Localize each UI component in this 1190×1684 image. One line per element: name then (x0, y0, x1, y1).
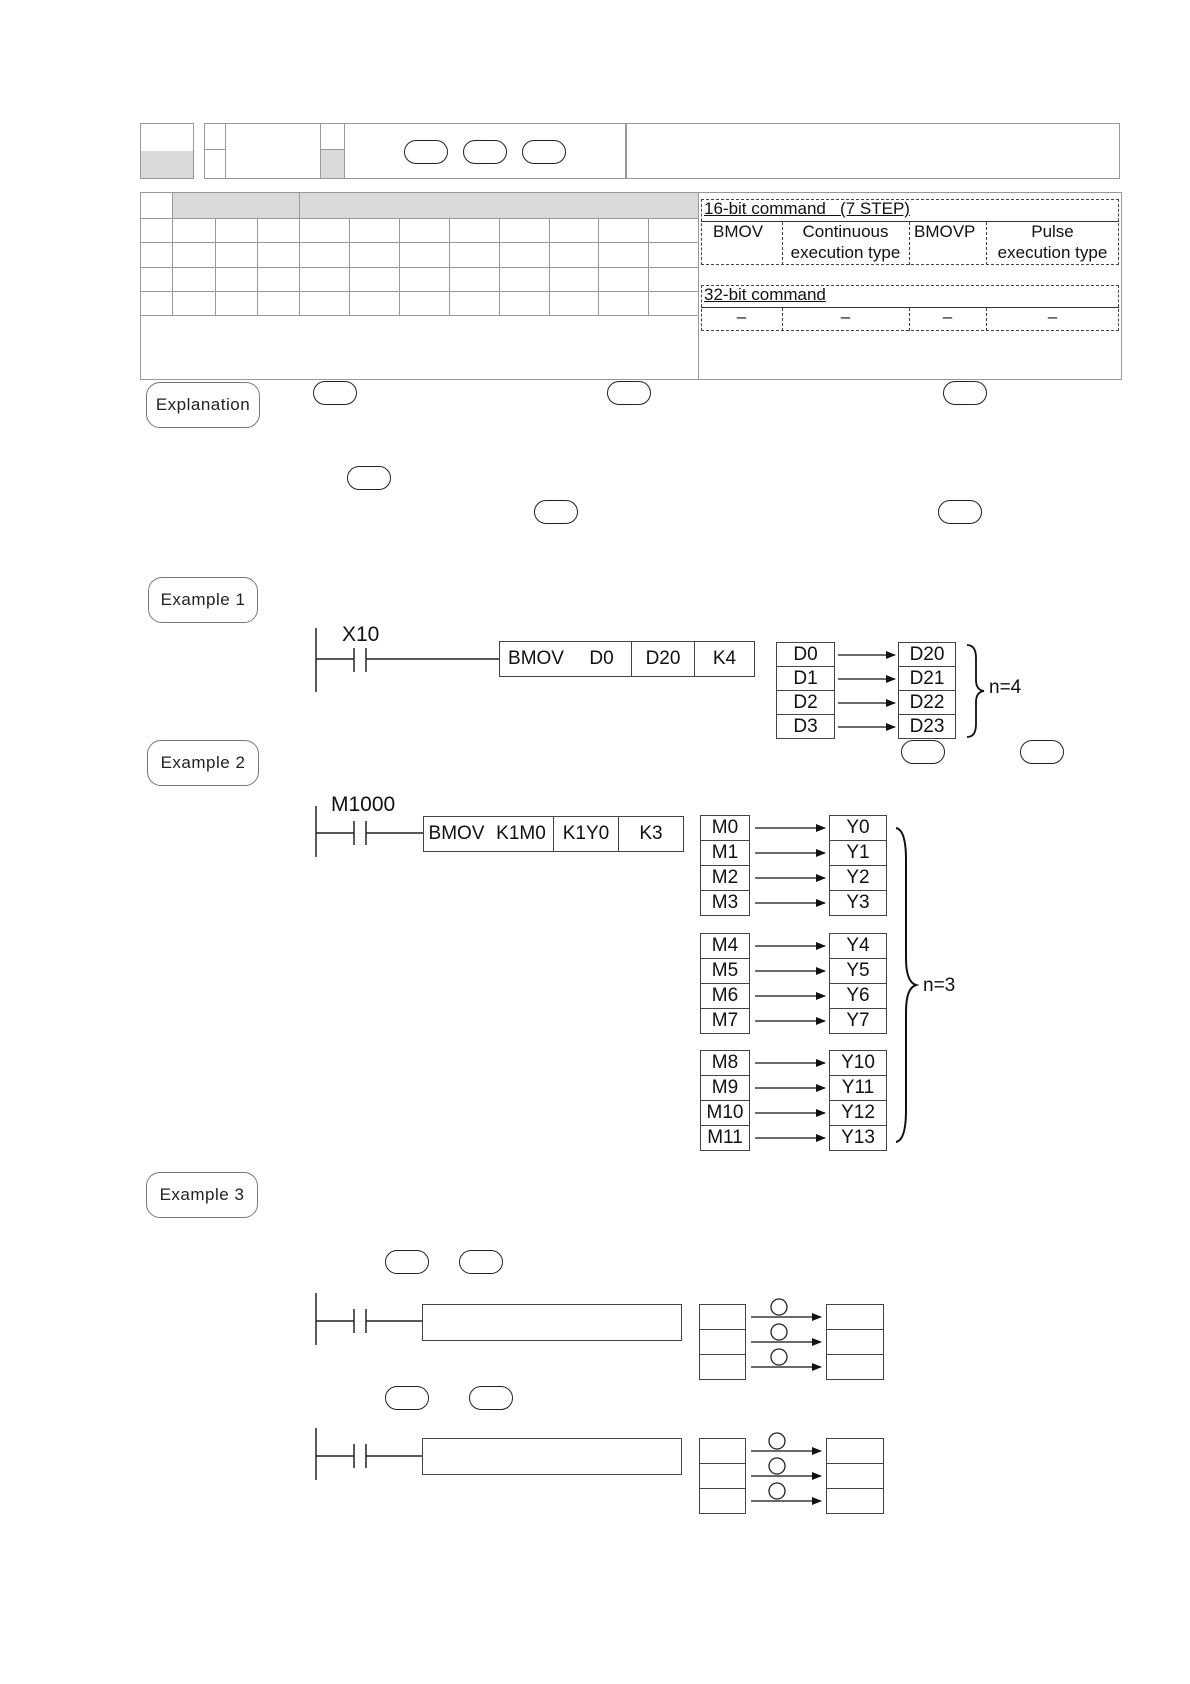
ex2-dst-4: Y4 (829, 933, 887, 959)
ex2-src-6: M6 (700, 983, 750, 1009)
ex2-n-label: n=3 (923, 975, 956, 996)
cmd16-pulse2: execution type (997, 243, 1108, 262)
ex1-dst-0: D20 (898, 642, 956, 667)
ex1-src-2: D2 (776, 690, 835, 715)
ex2-dst-10: Y12 (829, 1100, 887, 1126)
cmd16-cont: Continuous (802, 222, 889, 241)
ex2-dst-8: Y10 (829, 1050, 887, 1076)
cmd32-dash-2: – (840, 307, 851, 326)
ex2-dst-11: Y13 (829, 1125, 887, 1151)
ex2-dst-5: Y5 (829, 958, 887, 984)
ex2-src-5: M5 (700, 958, 750, 984)
ex1-instr-d: D20 (632, 641, 695, 677)
ex2-instr-n: K3 (619, 816, 684, 852)
ex2-instr-s: K1M0 (489, 816, 554, 852)
ex2-src-0: M0 (700, 815, 750, 841)
ex2-src-7: M7 (700, 1008, 750, 1034)
example2-label: Example 2 (147, 740, 259, 786)
cmd16-pulse-instr: BMOVP (914, 222, 976, 241)
ex2-dst-3: Y3 (829, 890, 887, 916)
ex1-instr-n: K4 (695, 641, 755, 677)
ex1-dst-1: D21 (898, 666, 956, 691)
cmd16-cont2: execution type (790, 243, 901, 262)
ex1-instr-bmov: BMOV (499, 641, 573, 677)
ex2-dst-0: Y0 (829, 815, 887, 841)
cmd32-dash-3: – (942, 307, 953, 326)
ex1-contact-label: X10 (342, 623, 380, 646)
ex2-src-2: M2 (700, 865, 750, 891)
ex2-dst-9: Y11 (829, 1075, 887, 1101)
example1-label: Example 1 (148, 577, 258, 623)
cmd32-title: 32-bit command (704, 285, 826, 304)
cmd16-instr: BMOV (713, 222, 764, 241)
ex2-src-3: M3 (700, 890, 750, 916)
cmd16-pulse: Pulse (1031, 222, 1074, 241)
ex2-dst-2: Y2 (829, 865, 887, 891)
ex2-src-10: M10 (700, 1100, 750, 1126)
ex2-instr-d: K1Y0 (554, 816, 619, 852)
ex2-src-8: M8 (700, 1050, 750, 1076)
ex1-src-0: D0 (776, 642, 835, 667)
ex2-dst-6: Y6 (829, 983, 887, 1009)
cmd16-title: 16-bit command (7 STEP) (704, 199, 910, 218)
ex2-src-9: M9 (700, 1075, 750, 1101)
ex2-dst-7: Y7 (829, 1008, 887, 1034)
example3-label: Example 3 (146, 1172, 258, 1218)
cmd32-dash-4: – (1047, 307, 1058, 326)
ex1-src-1: D1 (776, 666, 835, 691)
ex1-n-label: n=4 (989, 677, 1022, 698)
ex1-dst-2: D22 (898, 690, 956, 715)
ex2-contact-label: M1000 (331, 793, 396, 816)
ex2-instr-bmov: BMOV (423, 816, 490, 852)
ex2-dst-1: Y1 (829, 840, 887, 866)
ex2-src-11: M11 (700, 1125, 750, 1151)
ex1-src-3: D3 (776, 714, 835, 739)
ex1-instr-s: D0 (572, 641, 632, 677)
ex2-src-1: M1 (700, 840, 750, 866)
explanation-label: Explanation (146, 382, 260, 428)
cmd32-dash-1: – (736, 307, 747, 326)
ex1-dst-3: D23 (898, 714, 956, 739)
ex2-src-4: M4 (700, 933, 750, 959)
